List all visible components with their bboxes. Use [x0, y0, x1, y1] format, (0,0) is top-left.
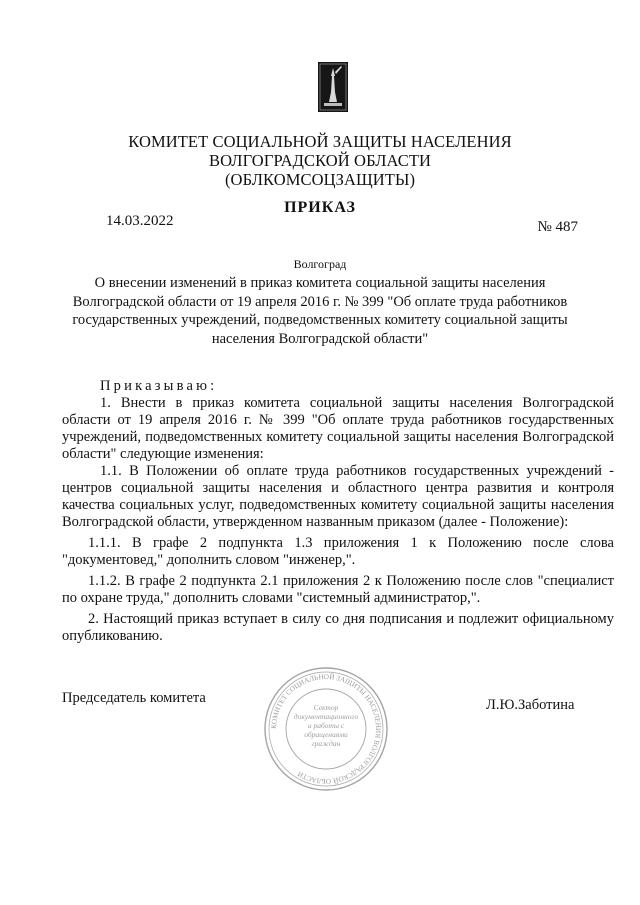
order-number: № 487 [537, 219, 578, 235]
seal-center-text: Сектор документационного и работы с обращениями граждан [293, 703, 359, 748]
svg-text:КОМИТЕТ СОЦИАЛЬНОЙ ЗАЩИТЫ НАСЕ: КОМИТЕТ СОЦИАЛЬНОЙ ЗАЩИТЫ НАСЕЛЕНИЯ ВОЛГОГРАДСКОЙ ОБЛАСТИ [269, 672, 383, 786]
clause-1-1: 1.1. В Положении об оплате труда работников государственных учреждений - центров социальной защиты населения и областного центра развития и контроля качества социальных услуг, подведомственных комитету социальной защиты населения Волгоградской области, утвержденном названным приказом (далее - Положение): [62, 463, 614, 530]
subject-line: населения Волгоградской области" [211, 330, 429, 347]
clause-1: 1. Внести в приказ комитета социальной защиты населения Волгоградской области от 19 апреля 2016 г. № 399 "Об оплате труда работников государственных учреждений, подведомственных комитету социальной защиты населения Волгоградской области" следующие изменения: [62, 395, 614, 462]
decree-word: Приказываю: [100, 378, 218, 394]
volgograd-coat-of-arms-icon [318, 62, 348, 112]
order-subject [62, 274, 578, 348]
order-body [62, 378, 614, 645]
order-date: 14.03.2022 [106, 213, 174, 229]
signatory-name: Л.Ю.Заботина [486, 697, 575, 713]
org-line-1: КОМИТЕТ СОЦИАЛЬНОЙ ЗАЩИТЫ НАСЕЛЕНИЯ [128, 132, 512, 151]
clause-1-1-2: 1.1.2. В графе 2 подпункта 2.1 приложения 2 к Положению после слов "специалист по охране труда," дополнить словами "системный администратор,". [62, 573, 614, 606]
order-city: Волгоград [293, 257, 347, 271]
subject-line: Волгоградской области от 19 апреля 2016 г. № 399 "Об оплате труда работников [72, 293, 568, 310]
official-seal-icon [262, 665, 390, 793]
clause-2: 2. Настоящий приказ вступает в силу со дня подписания и подлежит официальному опубликованию. [62, 611, 614, 644]
org-line-3: (ОБЛКОМСОЦЗАЩИТЫ) [224, 170, 416, 189]
organization-name [60, 132, 580, 189]
subject-line: О внесении изменений в приказ комитета социальной защиты населения [94, 275, 546, 291]
signatory-position: Председатель комитета [62, 690, 206, 706]
clause-1-1-1: 1.1.1. В графе 2 подпункта 1.3 приложения 1 к Положению после слова "документовед," дополнить словом "инженер,". [62, 535, 614, 568]
subject-line: государственных учреждений, подведомственных комитету социальной защиты [72, 312, 568, 328]
document-type: ПРИКАЗ [284, 199, 356, 216]
org-line-2: ВОЛГОГРАДСКОЙ ОБЛАСТИ [208, 151, 432, 170]
